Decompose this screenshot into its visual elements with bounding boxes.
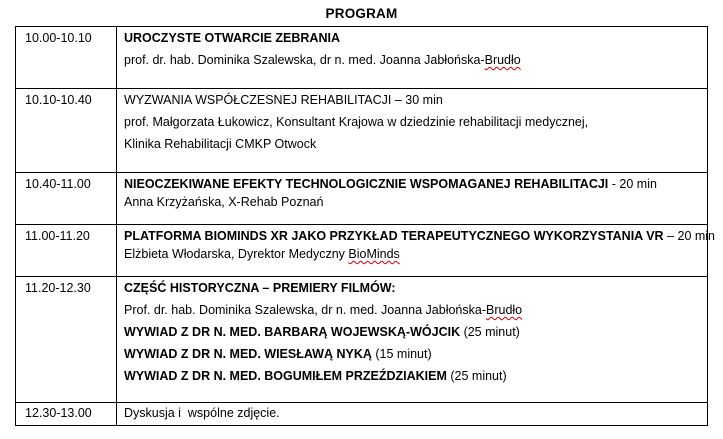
table-row <box>16 89 708 173</box>
session-speakers: Anna Krzyżańska, X-Rehab Poznań <box>124 195 324 209</box>
session-speakers: prof. Małgorzata Łukowicz, Konsultant Krajowa w dziedzinie rehabilitacji medycznej, <box>124 115 589 129</box>
session-cell <box>117 89 708 173</box>
interview-item <box>124 345 707 363</box>
session-speakers <box>124 245 707 263</box>
table-row <box>16 403 708 426</box>
session-title: PLATFORMA BIOMINDS XR JAKO PRZYKŁAD TERAPEUTYCZNEGO WYKORZYSTANIA VR <box>124 229 664 243</box>
interview-title: WYWIAD Z DR N. MED. WIESŁAWĄ NYKĄ <box>124 347 372 361</box>
speakers-text: Prof. dr. hab. Dominika Szalewska, dr n. med. Joanna Jabłońska- <box>124 303 486 317</box>
program-table <box>15 26 716 426</box>
time-cell <box>16 403 117 426</box>
time-label: 10.40-11.00 <box>25 177 91 191</box>
time-label: 11.00-11.20 <box>25 229 90 243</box>
session-cell <box>117 173 708 225</box>
time-cell <box>16 225 117 277</box>
page-title: PROGRAM <box>325 6 398 21</box>
session-affiliation: Klinika Rehabilitacji CMKP Otwock <box>124 137 317 151</box>
speakers-flagged-word: BioMinds <box>348 247 400 261</box>
speakers-text: prof. dr. hab. Dominika Szalewska, dr n. med. Joanna Jabłońska- <box>124 53 485 67</box>
interview-item <box>124 367 707 385</box>
session-heading <box>124 175 707 193</box>
time-label: 10.10-10.40 <box>25 93 92 107</box>
interview-duration: (25 minut) <box>460 325 520 339</box>
session-speakers <box>124 51 707 69</box>
time-cell <box>16 89 117 173</box>
session-title: WYZWANIA WSPÓŁCZESNEJ REHABILITACJI – 30 min <box>124 93 443 107</box>
time-label: 10.00-10.10 <box>25 31 92 45</box>
session-cell <box>117 403 708 426</box>
time-cell <box>16 27 117 89</box>
time-label: 11.20-12.30 <box>25 281 91 295</box>
time-label: 12.30-13.00 <box>25 406 92 420</box>
table-row <box>16 173 708 225</box>
table-row <box>16 225 708 277</box>
session-title: Dyskusja i wspólne zdjęcie. <box>124 406 280 420</box>
interview-duration: (15 minut) <box>371 347 432 361</box>
session-cell <box>117 225 716 277</box>
session-title: CZĘŚĆ HISTORYCZNA – PREMIERY FILMÓW: <box>124 281 396 295</box>
session-speakers <box>124 301 707 319</box>
interview-item <box>124 323 707 341</box>
session-title: NIEOCZEKIWANE EFEKTY TECHNOLOGICZNIE WSPOMAGANEJ REHABILITACJI <box>124 177 609 191</box>
interview-title: WYWIAD Z DR N. MED. BARBARĄ WOJEWSKĄ-WÓJCIK <box>124 325 461 339</box>
session-heading <box>124 227 716 245</box>
speakers-text: Elżbieta Włodarska, Dyrektor Medyczny <box>124 247 349 261</box>
speakers-flagged-word: Brudło <box>486 303 523 317</box>
time-cell <box>16 277 117 403</box>
interview-title: WYWIAD Z DR N. MED. BOGUMIŁEM PRZEŹDZIAKIEM <box>124 369 447 383</box>
interview-duration: (25 minut) <box>446 369 507 383</box>
table-row <box>16 277 708 403</box>
table-row <box>16 27 708 89</box>
time-cell <box>16 173 117 225</box>
session-duration: - 20 min <box>608 177 657 191</box>
session-cell <box>117 277 708 403</box>
session-cell <box>117 27 708 89</box>
session-duration: – 20 min <box>663 229 716 243</box>
session-title: UROCZYSTE OTWARCIE ZEBRANIA <box>124 31 340 45</box>
speakers-flagged-word: Brudło <box>484 53 521 67</box>
